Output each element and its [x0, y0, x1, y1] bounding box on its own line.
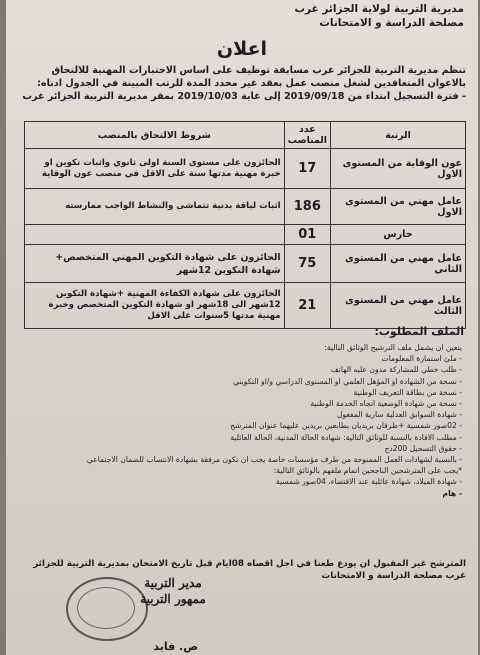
required-documents-list: [20, 342, 462, 499]
service-name: مصلحة الدراسة و الامتحانات: [319, 17, 464, 29]
conditions-cell: [25, 225, 285, 245]
conditions-cell: الحائزون على مستوى السنة اولى ثانوي واثبات تكوين او خبرة مهنية مدتها سنة على الاقل في منصب عون الوقاية: [25, 149, 285, 189]
list-item: - هام: [442, 488, 462, 498]
conditions-cell: الحائزون على شهادة التكوين المهني المتخصص+ شهادة التكوين 12شهر: [25, 245, 285, 283]
rank-cell: عامل مهني من المستوى الاول: [331, 189, 466, 225]
list-item: - نسخة من شهادة الوضعية اتجاه الخدمة الوطنية: [310, 399, 462, 409]
table-header-row: [25, 122, 466, 149]
registration-period: - فترة التسجيل ابتداء من 2019/09/18 إلى غاية 2019/10/03 بمقر مديرية التربية الجزائر غرب: [22, 91, 466, 102]
signature: ص. فايد: [153, 640, 198, 653]
list-item: - 02صور شمسية +ظرفان بريديان بطابعين بريدين عليهما عنوان المترشح: [230, 421, 462, 431]
header-rank: الرتبة: [331, 122, 466, 149]
list-item: - شهادة الميلاد، شهادة عائلية عند الاقتضاء، 04صور شمسية: [275, 477, 462, 487]
intro-paragraph: [16, 64, 466, 103]
table-row: [25, 283, 466, 329]
conditions-cell: اثبات لياقة بدنية تتماشى والنشاط الواجب ممارسته: [25, 189, 285, 225]
rank-cell: عامل مهني من المستوى الثاني: [331, 245, 466, 283]
rank-cell: عون الوقاية من المستوى الاول: [331, 149, 466, 189]
table-row: [25, 245, 466, 283]
intro-line: تنظم مديرية التربية للجزائر غرب مسابقة توظيف على اساس الاختبارات المهنية للالتحاق: [51, 65, 466, 76]
required-file-title: الملف المطلوب:: [374, 325, 464, 338]
table-row: [25, 225, 466, 245]
stamp-line: ممهور التربية: [140, 592, 206, 606]
list-item: - ملئ استمارة المعلومات: [381, 354, 462, 364]
appeal-note: المترشح غير المقبول ان يودع طعنا في اجل اقصاه 08ايام قبل تاريخ الامتحان بمديرية التربية للجزائر غرب مصلحة الدراسة و الامتحانات: [33, 559, 466, 581]
announcement-title: اعلان: [216, 38, 268, 60]
count-cell: 01: [284, 225, 330, 245]
header-count: عدد المناصب: [284, 122, 330, 149]
conditions-cell: الحائزون على شهادة الكفاءة المهنية +شهادة التكوين 12شهر الى 18شهر او شهادة التكوين المتخصص وخبرة مهنية مدتها 5سنوات على الاقل: [25, 283, 285, 329]
list-item: *يجب على المترشحين الناجحين اتمام ملفهم بالوثائق التالية:: [273, 466, 462, 476]
announcement-page: [6, 0, 478, 655]
rank-cell: حارس: [331, 225, 466, 245]
list-item: - حقوق التسجيل 200دج: [384, 443, 462, 453]
list-item: - شهادة السوابق العدلية سارية المفعول: [336, 410, 462, 420]
issuer-header: [294, 2, 464, 30]
rank-cell: عامل مهني من المستوى الثالث: [331, 283, 466, 329]
list-item: - نسخة من بطاقة التعريف الوطنية: [353, 387, 462, 397]
list-item: - بالنسبة لشهادات العمل الممنوحة من طرف مؤسسات خاصة يجب ان تكون مرفقة بشهادة الانتساب للضمان الاجتماعي: [86, 455, 462, 465]
count-cell: 21: [284, 283, 330, 329]
list-item: - طلب خطي للمشاركة مدون عليه الهاتف: [330, 365, 462, 375]
stamp-line: مدير التربية: [144, 576, 202, 590]
list-item: - مطلب الافادة بالنسبة للوثائق التالية: شهادة الحالة المدنية، الحالة العائلية: [230, 432, 462, 442]
count-cell: 186: [284, 189, 330, 225]
intro-line: بالاعوان المتعاقدين لشغل منصب عمل بعقد غير محدد المدة للرتب المبينة في الجدول ادناه:: [37, 78, 466, 89]
header-conditions: شروط الالتحاق بالمنصب: [25, 122, 285, 149]
table-row: [25, 189, 466, 225]
count-cell: 75: [284, 245, 330, 283]
list-item: - نسخة من الشهادة او المؤهل العلمي او المستوى الدراسي و/او التكويني: [233, 376, 462, 386]
director-stamp: [118, 575, 228, 607]
directorate-name: مديرية التربية لولاية الجزائر غرب: [294, 3, 464, 15]
count-cell: 17: [284, 149, 330, 189]
list-item: يتعين ان يشمل ملف الترشيح الوثائق التالية:: [324, 343, 462, 352]
table-row: [25, 149, 466, 189]
positions-table: [24, 121, 466, 329]
